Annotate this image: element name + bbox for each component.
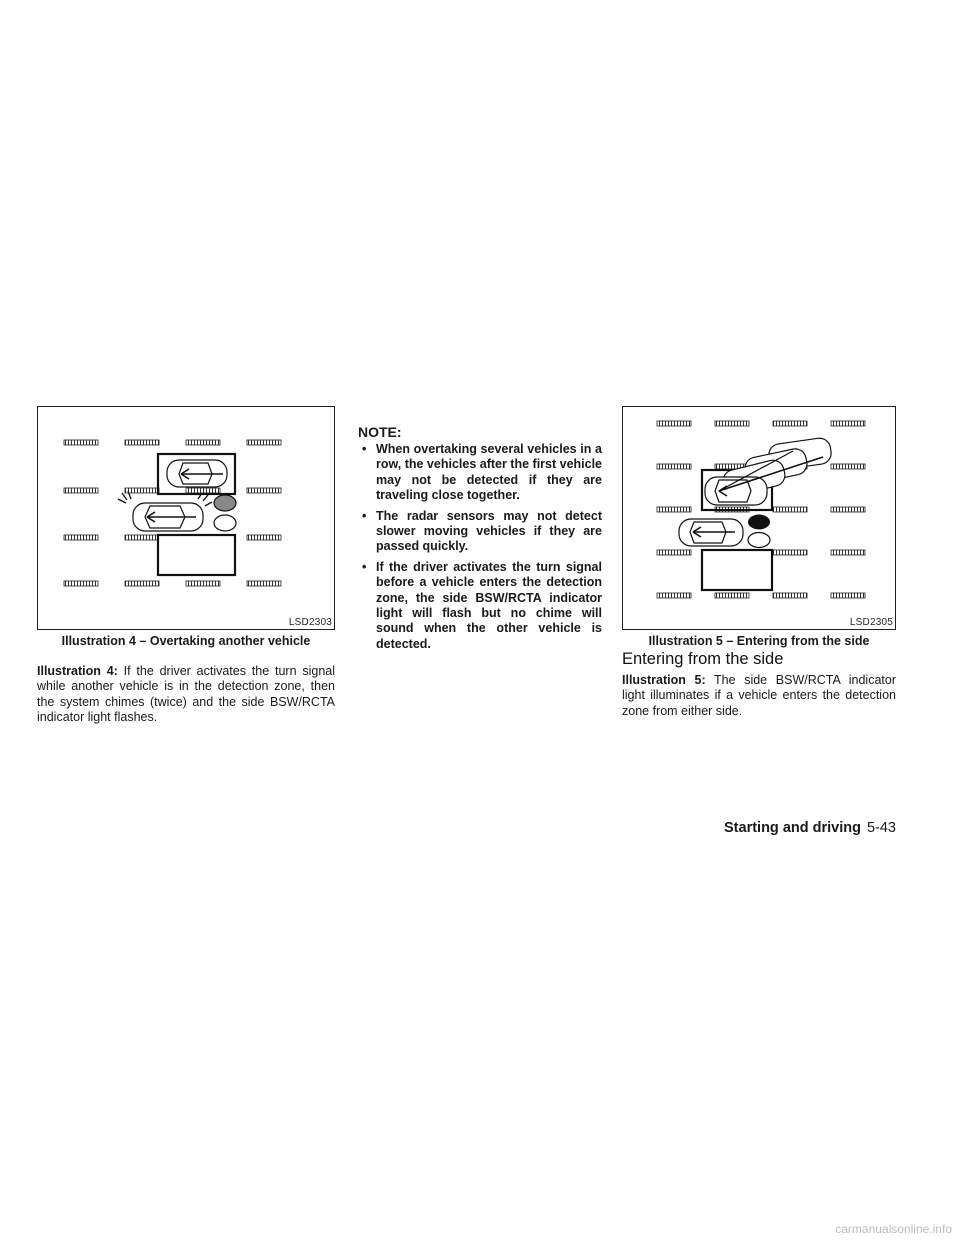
note-bullet: • The radar sensors may not detect slower moving vehicles if they are passed quickly.	[358, 509, 602, 555]
watermark: carmanualsonline.info	[835, 1222, 952, 1236]
entering-side-diagram	[623, 407, 895, 629]
figure-caption: Illustration 4 – Overtaking another vehicle	[61, 634, 311, 648]
page-number: 5-43	[866, 820, 896, 836]
paragraph-text: The side BSW/RCTA indicator light illuminates if a vehicle enters the detection zone from either side.	[622, 673, 896, 718]
note-bullet: • If the driver activates the turn signal before a vehicle enters the detection zone, the side BSW/RCTA indicator light will flash but no chime will sound when the other vehicle is detected.	[358, 560, 602, 652]
figure-code: LSD2305	[849, 617, 893, 628]
paragraph-label: Illustration 4:	[37, 664, 118, 678]
section-heading: Entering from the side	[622, 650, 784, 668]
illustration-4-figure	[37, 406, 335, 630]
illustration-4-paragraph	[37, 664, 335, 726]
illustration-5-figure	[622, 406, 896, 630]
figure-caption: Illustration 5 – Entering from the side	[648, 634, 870, 648]
footer-section-title: Starting and driving	[724, 820, 861, 836]
note-bullet: • When overtaking several vehicles in a row, the vehicles after the first vehicle may not be detected if they are traveling close together.	[358, 442, 602, 504]
figure-code: LSD2303	[288, 617, 332, 628]
page-footer	[724, 820, 896, 836]
paragraph-text: If the driver activates the turn signal while another vehicle is in the detection zone, then the system chimes (twice) and the side BSW/RCTA indicator light flashes.	[37, 664, 336, 725]
note-bullet-list	[358, 442, 602, 657]
overtaking-diagram	[38, 407, 334, 629]
paragraph-label: Illustration 5:	[622, 673, 706, 687]
note-title: NOTE:	[358, 424, 402, 440]
illustration-5-paragraph	[622, 673, 896, 719]
